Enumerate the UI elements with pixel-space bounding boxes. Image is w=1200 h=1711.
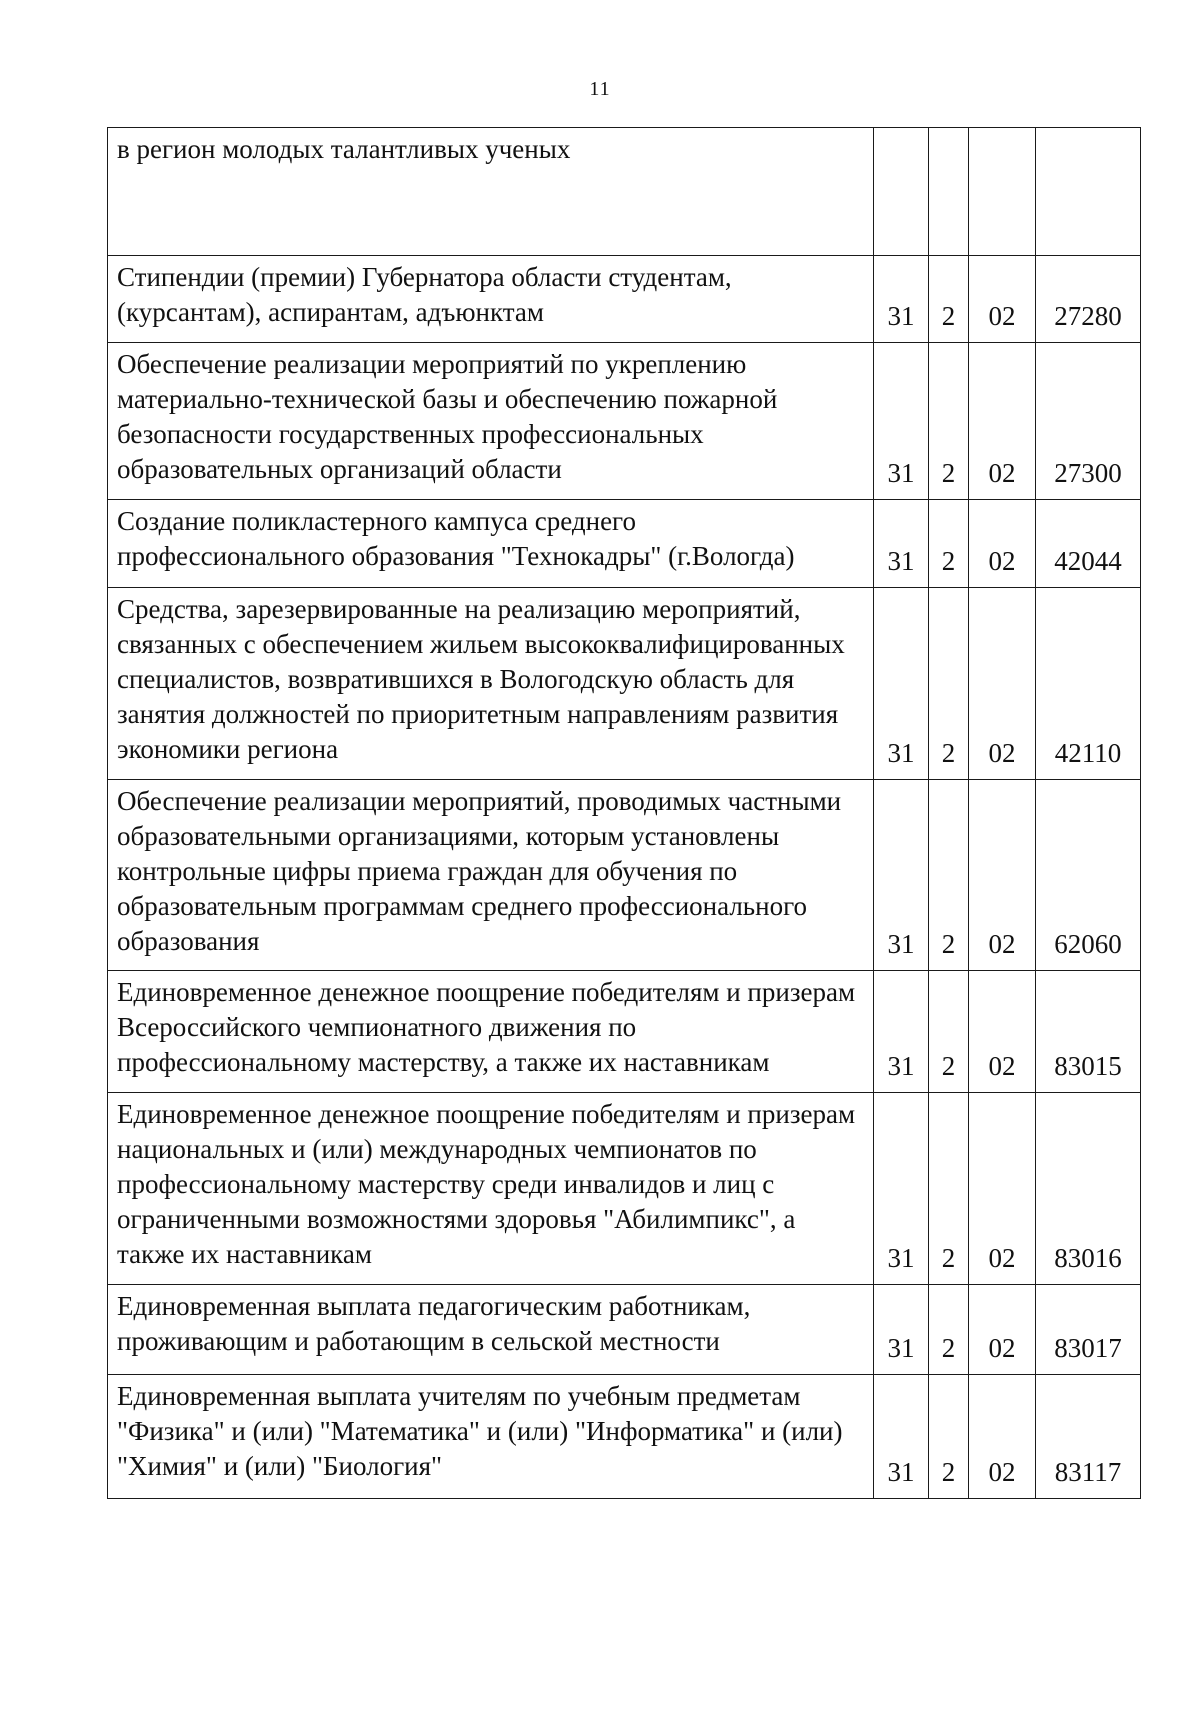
code-direction: 83015 [1036, 971, 1141, 1093]
code-subprogram: 2 [929, 343, 969, 500]
table-row [108, 1375, 1141, 1499]
code-program: 31 [874, 588, 929, 780]
table-row [108, 780, 1141, 971]
table-row [108, 256, 1141, 343]
code-subprogram: 2 [929, 588, 969, 780]
code-event: 02 [969, 500, 1036, 588]
code-subprogram: 2 [929, 780, 969, 971]
code-event: 02 [969, 256, 1036, 343]
code-direction: 83117 [1036, 1375, 1141, 1499]
row-description: в регион молодых талантливых ученых [108, 128, 874, 256]
table-row [108, 971, 1141, 1093]
code-program: 31 [874, 1093, 929, 1285]
code-program: 31 [874, 780, 929, 971]
code-event: 02 [969, 1093, 1036, 1285]
table-row [108, 343, 1141, 500]
row-description: Единовременная выплата учителям по учебным предметам "Физика" и (или) "Математика" и (или) "Информатика" и (или) "Химия" и (или) "Биология" [108, 1375, 874, 1499]
code-direction: 42044 [1036, 500, 1141, 588]
code-direction: 42110 [1036, 588, 1141, 780]
code-program: 31 [874, 971, 929, 1093]
code-subprogram: 2 [929, 256, 969, 343]
code-program [874, 128, 929, 256]
row-description: Обеспечение реализации мероприятий, проводимых частными образовательными организациями, которым установлены контрольные цифры приема граждан для обучения по образовательным программам среднего профессионального образования [108, 780, 874, 971]
table-row [108, 1285, 1141, 1375]
table-row [108, 128, 1141, 256]
code-program: 31 [874, 1285, 929, 1375]
code-program: 31 [874, 343, 929, 500]
code-subprogram [929, 128, 969, 256]
code-subprogram: 2 [929, 1375, 969, 1499]
row-description: Единовременное денежное поощрение победителям и призерам Всероссийского чемпионатного движения по профессиональному мастерству, а также их наставникам [108, 971, 874, 1093]
code-direction: 27280 [1036, 256, 1141, 343]
code-subprogram: 2 [929, 971, 969, 1093]
code-event [969, 128, 1036, 256]
row-description: Создание поликластерного кампуса среднего профессионального образования "Технокадры" (г.Вологда) [108, 500, 874, 588]
code-direction: 27300 [1036, 343, 1141, 500]
code-event: 02 [969, 971, 1036, 1093]
code-subprogram: 2 [929, 1285, 969, 1375]
code-program: 31 [874, 500, 929, 588]
code-direction [1036, 128, 1141, 256]
table-row [108, 500, 1141, 588]
table-row [108, 588, 1141, 780]
code-event: 02 [969, 588, 1036, 780]
code-direction: 62060 [1036, 780, 1141, 971]
code-event: 02 [969, 343, 1036, 500]
row-description: Стипендии (премии) Губернатора области студентам, (курсантам), аспирантам, адъюнктам [108, 256, 874, 343]
row-description: Единовременная выплата педагогическим работникам, проживающим и работающим в сельской местности [108, 1285, 874, 1375]
code-event: 02 [969, 780, 1036, 971]
row-description: Средства, зарезервированные на реализацию мероприятий, связанных с обеспечением жильем высококвалифицированных специалистов, возвратившихся в Вологодскую область для занятия должностей по приоритетным направлениям развития экономики региона [108, 588, 874, 780]
row-description: Единовременное денежное поощрение победителям и призерам национальных и (или) международных чемпионатов по профессиональному мастерству среди инвалидов и лиц с ограниченными возможностями здоровья "Абилимпикс", а также их наставникам [108, 1093, 874, 1285]
code-direction: 83017 [1036, 1285, 1141, 1375]
page-number: 11 [589, 78, 611, 100]
code-event: 02 [969, 1285, 1036, 1375]
code-event: 02 [969, 1375, 1036, 1499]
budget-classification-table [107, 127, 1141, 1499]
code-program: 31 [874, 256, 929, 343]
code-direction: 83016 [1036, 1093, 1141, 1285]
code-program: 31 [874, 1375, 929, 1499]
code-subprogram: 2 [929, 500, 969, 588]
code-subprogram: 2 [929, 1093, 969, 1285]
row-description: Обеспечение реализации мероприятий по укреплению материально-технической базы и обеспечению пожарной безопасности государственных профессиональных образовательных организаций области [108, 343, 874, 500]
table-row [108, 1093, 1141, 1285]
